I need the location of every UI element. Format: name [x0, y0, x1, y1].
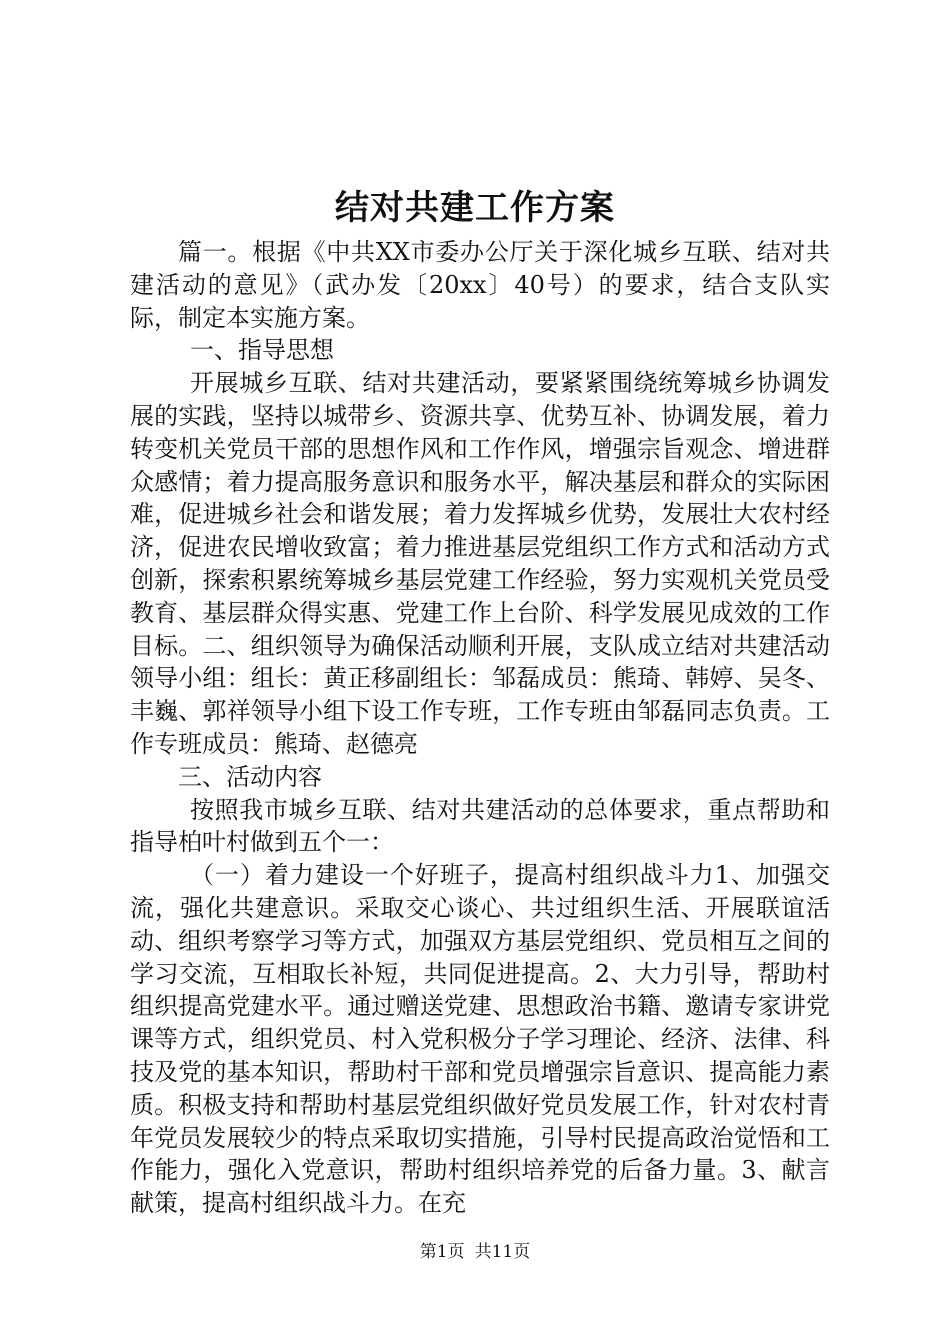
paragraph-intro: 篇一。根据《中共XX市委办公厅关于深化城乡互联、结对共建活动的意见》（武办发〔20xx〕40号）的要求，结合支队实际，制定本实施方案。 — [130, 238, 830, 332]
paragraph-activity-requirements: 按照我市城乡互联、结对共建活动的总体要求，重点帮助和指导柏叶村做到五个一： — [130, 795, 830, 857]
page-total: 共11页 — [474, 1242, 531, 1262]
page-number: 第1页 — [419, 1242, 465, 1262]
document-body — [130, 236, 830, 1220]
paragraph-guiding-thought: 开展城乡互联、结对共建活动，要紧紧围绕统筹城乡协调发展的实践，坚持以城带乡、资源共享、优势互补、协调发展，着力转变机关党员干部的思想作风和工作作风，增强宗旨观念、增进群众感情；着力提高服务意识和服务水平，解决基层和群众的实际困难，促进城乡社会和谐发展；着力发挥城乡优势，发展壮大农村经济，促进农民增收致富；着力推进基层党组织工作方式和活动方式创新，探索积累统筹城乡基层党建工作经验，努力实观机关党员受教育、基层群众得实惠、党建工作上台阶、科学发展见成效的工作目标。二、组织领导为确保活动顺利开展，支队成立结对共建活动领导小组：组长：黄正移副组长：邹磊成员：熊琦、韩婷、吴冬、丰巍、郭祥领导小组下设工作专班，工作专班由邹磊同志负责。工作专班成员：熊琦、赵德亮 — [130, 369, 830, 758]
paragraph-good-team: （一）着力建设一个好班子，提高村组织战斗力1、加强交流，强化共建意识。采取交心谈心、共过组织生活、开展联谊活动、组织考察学习等方式，加强双方基层党组织、党员相互之间的学习交流，互相取长补短，共同促进提高。2、大力引导，帮助村组织提高党建水平。通过赠送党建、思想政治书籍、邀请专家讲党课等方式，组织党员、村入党积极分子学习理论、经济、法律、科技及党的基本知识，帮助村干部和党员增强宗旨意识、提高能力素质。积极支持和帮助村基层党组织做好党员发展工作，针对农村青年党员发展较少的特点采取切实措施，引导村民提高政治觉悟和工作能力，强化入党意识，帮助村组织培养党的后备力量。3、献言献策，提高村组织战斗力。在充 — [130, 861, 830, 1218]
heading-guiding-thought: 一、指导思想 — [190, 336, 334, 365]
page-footer — [0, 1240, 950, 1264]
document-title: 结对共建工作方案 — [335, 188, 615, 228]
heading-activity-content: 三、活动内容 — [178, 762, 322, 791]
